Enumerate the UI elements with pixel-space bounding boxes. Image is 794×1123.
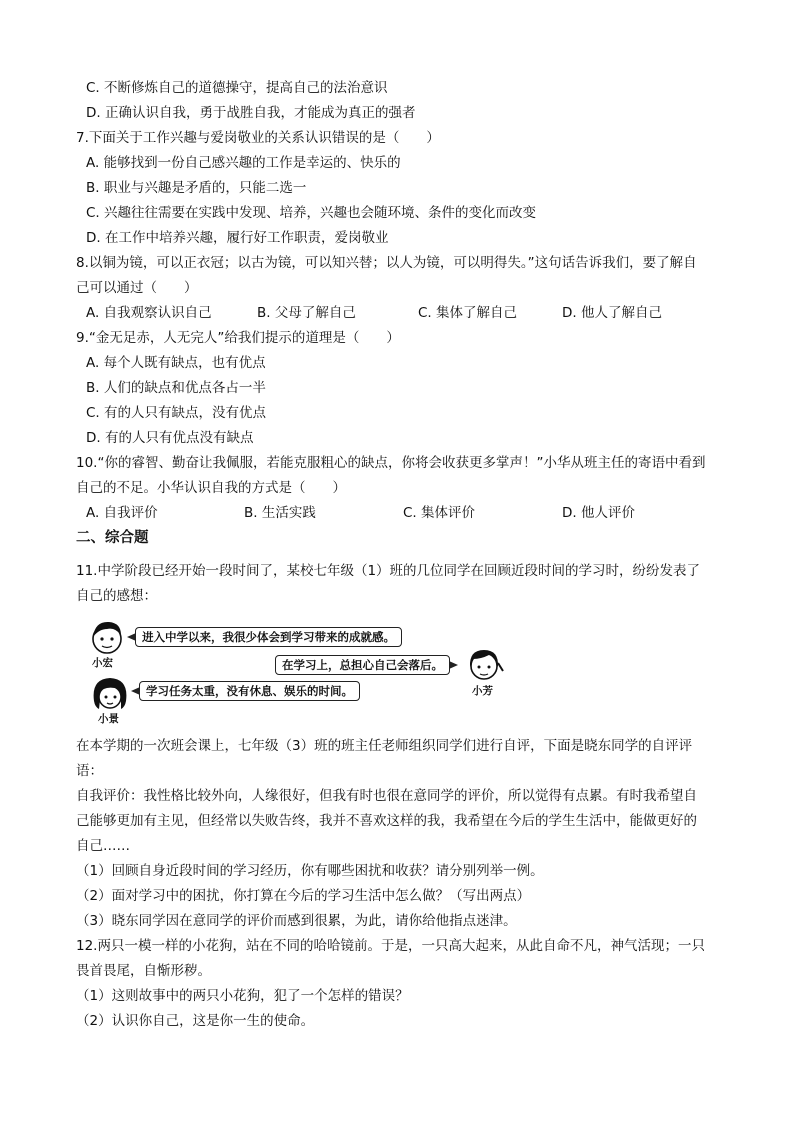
q11-stem-line1: 11.中学阶段已经开始一段时间了，某校七年级（1）班的几位同学在回顾近段时间的学习时，纷纷发表了 bbox=[76, 563, 701, 579]
bubble-text: 学习任务太重，没有休息、娱乐的时间。 bbox=[146, 684, 353, 698]
q8-option-c: C. 集体了解自己 bbox=[418, 305, 518, 321]
q11-paragraph2-line2: 己能够更加有主见，但经常以失败告终，我并不喜欢这样的我，我希望在今后的学生生活中，能做更好的 bbox=[76, 813, 697, 829]
q12-stem-line1: 12.两只一模一样的小花狗，站在不同的哈哈镜前。于是，一只高大起来，从此自命不凡，神气活现；一只 bbox=[76, 938, 705, 954]
q7-stem: 7.下面关于工作兴趣与爱岗敬业的关系认识错误的是（ ） bbox=[76, 130, 440, 146]
q11-sub-question-1: （1）回顾自身近段时间的学习经历，你有哪些困扰和收获？请分别列举一例。 bbox=[76, 863, 544, 879]
speech-bubble-xiaofang bbox=[275, 655, 450, 675]
speech-bubble-xiaohong bbox=[135, 627, 402, 647]
section-title: 二、综合题 bbox=[76, 530, 149, 546]
q10-option-a: A. 自我评价 bbox=[86, 505, 158, 521]
q8-option-b: B. 父母了解自己 bbox=[257, 305, 356, 321]
q10-option-d: D. 他人评价 bbox=[562, 505, 635, 521]
q12-sub-question-2: （2）认识你自己，这是你一生的使命。 bbox=[76, 1013, 315, 1029]
q12-sub-question-1: （1）这则故事中的两只小花狗，犯了一个怎样的错误？ bbox=[76, 988, 409, 1004]
bubble-tail bbox=[127, 633, 136, 641]
student-xiaohong-illustration bbox=[87, 617, 127, 657]
q11-sub-question-2: （2）面对学习中的困扰，你打算在今后的学习生活中怎么做？（写出两点） bbox=[76, 888, 531, 904]
student-xiaofang-illustration bbox=[463, 645, 505, 685]
q9-stem: 9.“金无足赤，人无完人”给我们提示的道理是（ ） bbox=[76, 330, 400, 346]
q10-stem-line2: 自己的不足。小华认识自我的方式是（ ） bbox=[76, 480, 346, 496]
q11-paragraph2-line3: 自己…… bbox=[76, 838, 130, 854]
q6-option-c: C. 不断修炼自己的道德操守，提高自己的法治意识 bbox=[86, 80, 388, 96]
bubble-text: 在学习上，总担心自己会落后。 bbox=[282, 658, 443, 672]
q9-option-b: B. 人们的缺点和优点各占一半 bbox=[86, 380, 266, 396]
q7-option-c: C. 兴趣往往需要在实践中发现、培养，兴趣也会随环境、条件的变化而改变 bbox=[86, 205, 537, 221]
bubble-tail bbox=[449, 661, 458, 669]
q9-option-d: D. 有的人只有优点没有缺点 bbox=[86, 430, 254, 446]
q10-option-b: B. 生活实践 bbox=[244, 505, 316, 521]
q7-option-b: B. 职业与兴趣是矛盾的，只能二选一 bbox=[86, 180, 307, 196]
student-name-xiaojing: 小景 bbox=[98, 713, 119, 725]
q7-option-d: D. 在工作中培养兴趣，履行好工作职责，爱岗敬业 bbox=[86, 230, 389, 246]
student-name-xiaohong: 小宏 bbox=[92, 657, 113, 669]
q12-stem-line2: 畏首畏尾，自惭形秽。 bbox=[76, 963, 211, 979]
q8-option-d: D. 他人了解自己 bbox=[562, 305, 662, 321]
bubble-text: 进入中学以来，我很少体会到学习带来的成就感。 bbox=[142, 630, 395, 644]
q11-paragraph2-line1: 自我评价：我性格比较外向，人缘很好，但我有时也很在意同学的评价，所以觉得有点累。有时我希望自 bbox=[76, 788, 697, 804]
q9-option-c: C. 有的人只有缺点，没有优点 bbox=[86, 405, 267, 421]
q8-option-a: A. 自我观察认识自己 bbox=[86, 305, 212, 321]
student-xiaojing-illustration bbox=[89, 673, 131, 715]
q10-option-c: C. 集体评价 bbox=[403, 505, 476, 521]
q10-stem-line1: 10.“你的睿智、勤奋让我佩服，若能克服粗心的缺点，你将会收获更多掌声！”小华从班主任的寄语中看到 bbox=[76, 455, 706, 471]
q11-stem-line2: 自己的感想： bbox=[76, 588, 157, 604]
q11-paragraph1-line1: 在本学期的一次班会课上，七年级（3）班的班主任老师组织同学们进行自评，下面是晓东同学的自评评 bbox=[76, 738, 693, 754]
q8-stem-line2: 己可以通过（ ） bbox=[76, 280, 198, 296]
q9-option-a: A. 每个人既有缺点，也有优点 bbox=[86, 355, 266, 371]
q8-stem-line1: 8.以铜为镜，可以正衣冠；以古为镜，可以知兴替；以人为镜，可以明得失。”这句话告诉我们，要了解自 bbox=[76, 255, 697, 271]
q11-sub-question-3: （3）晓东同学因在意同学的评价而感到很累，为此，请你给他指点迷津。 bbox=[76, 913, 517, 929]
student-name-xiaofang: 小芳 bbox=[472, 685, 493, 697]
q11-paragraph1-line2: 语： bbox=[76, 763, 103, 779]
bubble-tail bbox=[131, 687, 140, 695]
speech-bubble-xiaojing bbox=[139, 681, 360, 701]
q6-option-d: D. 正确认识自我，勇于战胜自我，才能成为真正的强者 bbox=[86, 105, 416, 121]
q7-option-a: A. 能够找到一份自己感兴趣的工作是幸运的、快乐的 bbox=[86, 155, 401, 171]
